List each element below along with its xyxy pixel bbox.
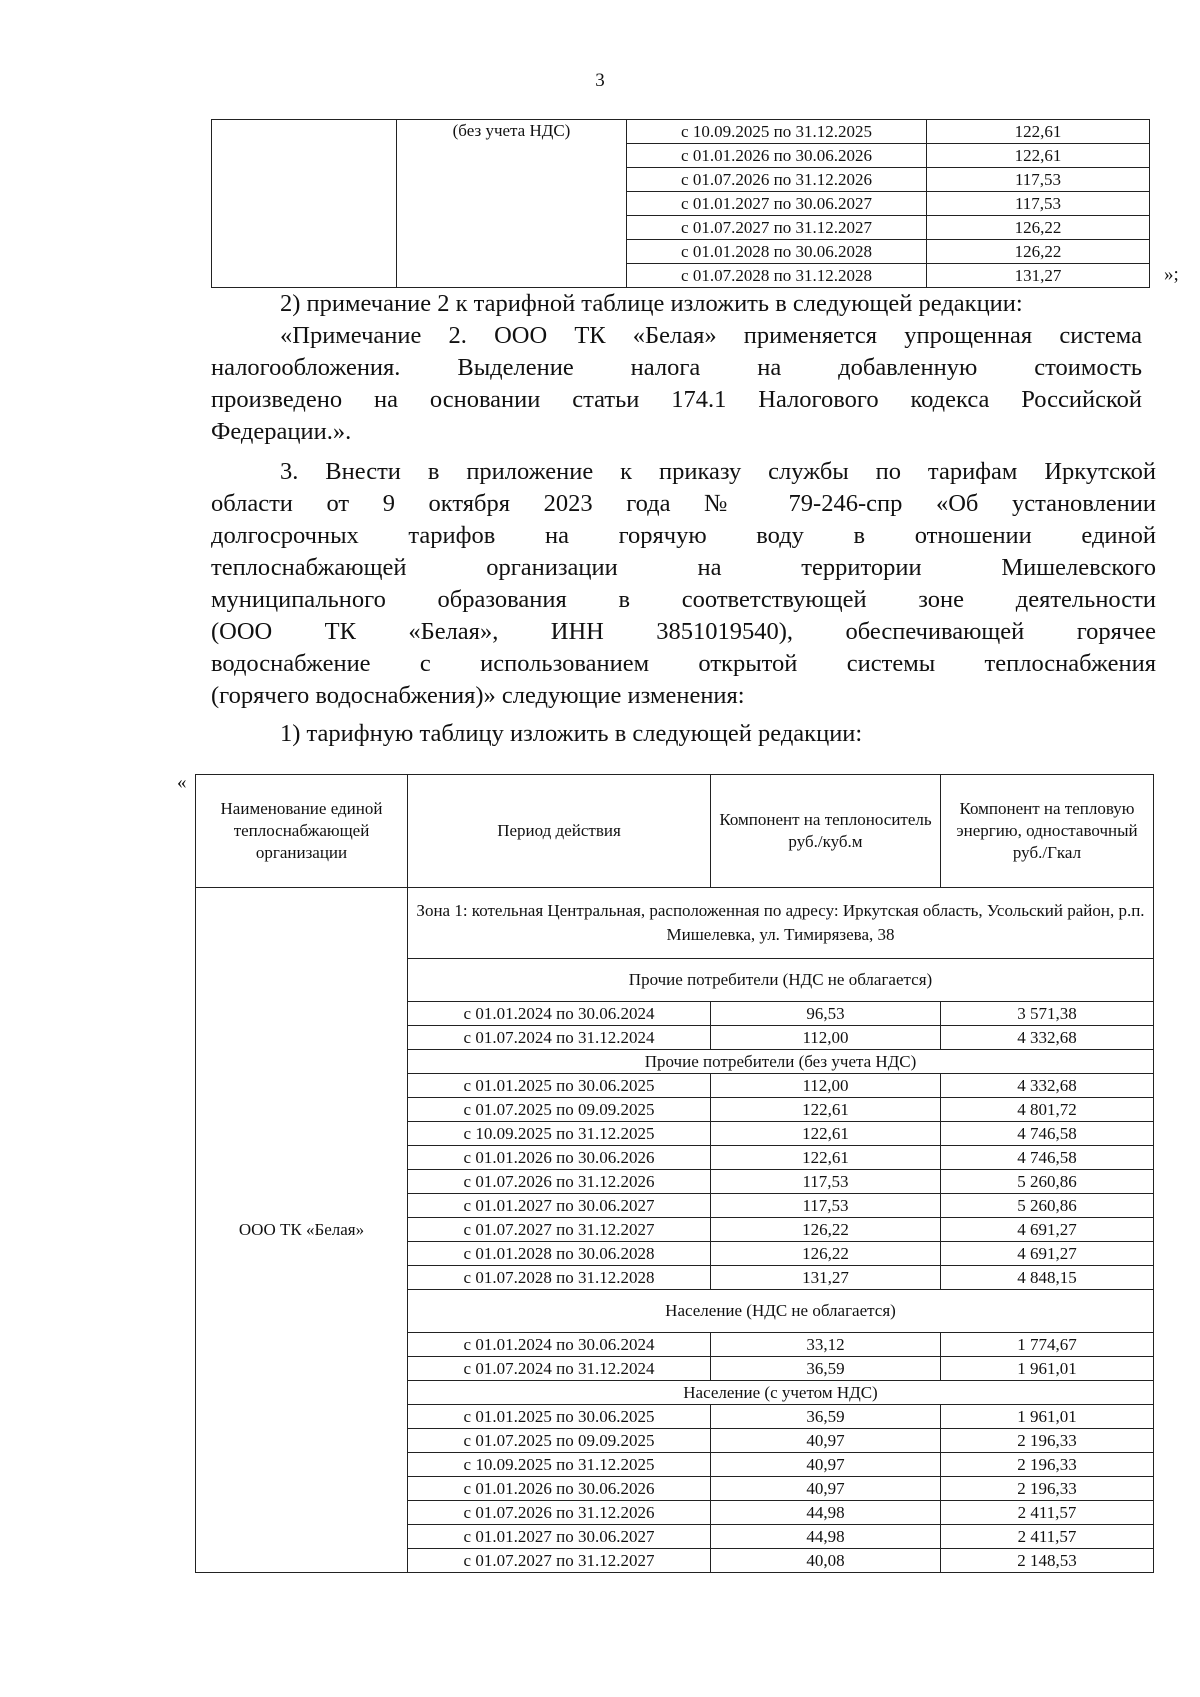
paragraph-item-3-line: муниципального образования в соответствующей зоне деятельности (211, 586, 1156, 613)
energy-cell: 3 571,38 (941, 1002, 1154, 1026)
zone-row (196, 888, 1154, 959)
value-cell: 126,22 (927, 216, 1150, 240)
energy-cell: 2 411,57 (941, 1501, 1154, 1525)
period-cell: с 01.01.2027 по 30.06.2027 (627, 192, 927, 216)
paragraph-item-3-line: 3. Внести в приложение к приказу службы по тарифам Иркутской (280, 458, 1156, 485)
top-tariff-table-continuation (211, 119, 1150, 288)
period-cell: с 01.07.2028 по 31.12.2028 (408, 1266, 711, 1290)
carrier-cell: 126,22 (711, 1242, 941, 1266)
period-cell: с 01.01.2026 по 30.06.2026 (627, 144, 927, 168)
period-cell: с 01.01.2025 по 30.06.2025 (408, 1074, 711, 1098)
carrier-cell: 117,53 (711, 1194, 941, 1218)
energy-cell: 1 961,01 (941, 1405, 1154, 1429)
paragraph-table-intro: 1) тарифную таблицу изложить в следующей редакции: (280, 720, 863, 747)
period-cell: с 01.07.2024 по 31.12.2024 (408, 1026, 711, 1050)
paragraph-item-3-last-line: (горячего водоснабжения)» следующие изменения: (211, 682, 745, 709)
header-org: Наименование единой теплоснабжающей организации (196, 775, 408, 888)
period-cell: с 01.01.2024 по 30.06.2024 (408, 1333, 711, 1357)
carrier-cell: 122,61 (711, 1146, 941, 1170)
paragraph-note-2-intro: 2) примечание 2 к тарифной таблице изложить в следующей редакции: (280, 290, 1023, 317)
value-cell: 122,61 (927, 120, 1150, 144)
energy-cell: 4 691,27 (941, 1242, 1154, 1266)
carrier-cell: 122,61 (711, 1098, 941, 1122)
period-cell: с 10.09.2025 по 31.12.2025 (408, 1122, 711, 1146)
energy-cell: 4 691,27 (941, 1218, 1154, 1242)
carrier-cell: 117,53 (711, 1170, 941, 1194)
org-cell-empty (212, 120, 397, 288)
period-cell: с 01.01.2028 по 30.06.2028 (627, 240, 927, 264)
group-label: (без учета НДС) (397, 120, 627, 288)
period-cell: с 01.07.2026 по 31.12.2026 (408, 1501, 711, 1525)
energy-cell: 4 746,58 (941, 1122, 1154, 1146)
energy-cell: 2 411,57 (941, 1525, 1154, 1549)
org-name-cell: ООО ТК «Белая» (196, 888, 408, 1573)
carrier-cell: 126,22 (711, 1218, 941, 1242)
carrier-cell: 36,59 (711, 1405, 941, 1429)
period-cell: с 01.01.2026 по 30.06.2026 (408, 1146, 711, 1170)
energy-cell: 4 332,68 (941, 1074, 1154, 1098)
period-cell: с 01.07.2027 по 31.12.2027 (408, 1218, 711, 1242)
paragraph-item-3-line: теплоснабжающей организации на территории Мишелевского (211, 554, 1156, 581)
paragraph-note-line: произведено на основании статьи 174.1 Налогового кодекса Российской (211, 386, 1142, 413)
group-label: Население (НДС не облагается) (408, 1290, 1154, 1333)
value-cell: 122,61 (927, 144, 1150, 168)
energy-cell: 2 196,33 (941, 1429, 1154, 1453)
carrier-cell: 40,97 (711, 1453, 941, 1477)
period-cell: с 01.01.2024 по 30.06.2024 (408, 1002, 711, 1026)
tariff-table (195, 774, 1154, 1573)
paragraph-note-line: «Примечание 2. ООО ТК «Белая» применяется упрощенная система (280, 322, 1142, 349)
period-cell: с 01.07.2027 по 31.12.2027 (408, 1549, 711, 1573)
header-energy: Компонент на тепловую энергию, одноставочный руб./Гкал (941, 775, 1154, 888)
carrier-cell: 33,12 (711, 1333, 941, 1357)
carrier-cell: 131,27 (711, 1266, 941, 1290)
carrier-cell: 36,59 (711, 1357, 941, 1381)
period-cell: с 01.07.2028 по 31.12.2028 (627, 264, 927, 288)
value-cell: 126,22 (927, 240, 1150, 264)
carrier-cell: 112,00 (711, 1074, 941, 1098)
energy-cell: 2 196,33 (941, 1453, 1154, 1477)
header-carrier: Компонент на теплоноситель руб./куб.м (711, 775, 941, 888)
carrier-cell: 96,53 (711, 1002, 941, 1026)
page-number: 3 (595, 70, 605, 91)
table-row (212, 120, 1150, 144)
period-cell: с 10.09.2025 по 31.12.2025 (408, 1453, 711, 1477)
period-cell: с 01.07.2025 по 09.09.2025 (408, 1098, 711, 1122)
carrier-cell: 40,97 (711, 1429, 941, 1453)
period-cell: с 01.07.2025 по 09.09.2025 (408, 1429, 711, 1453)
paragraph-item-3-line: долгосрочных тарифов на горячую воду в отношении единой (211, 522, 1156, 549)
table-header-row (196, 775, 1154, 888)
value-cell: 117,53 (927, 192, 1150, 216)
period-cell: с 01.01.2028 по 30.06.2028 (408, 1242, 711, 1266)
energy-cell: 4 332,68 (941, 1026, 1154, 1050)
energy-cell: 5 260,86 (941, 1170, 1154, 1194)
paragraph-item-3-line: (ООО ТК «Белая», ИНН 3851019540), обеспечивающей горячее (211, 618, 1156, 645)
carrier-cell: 112,00 (711, 1026, 941, 1050)
paragraph-item-3-line: водоснабжение с использованием открытой системы теплоснабжения (211, 650, 1156, 677)
carrier-cell: 122,61 (711, 1122, 941, 1146)
period-cell: с 01.01.2025 по 30.06.2025 (408, 1405, 711, 1429)
carrier-cell: 44,98 (711, 1525, 941, 1549)
energy-cell: 2 196,33 (941, 1477, 1154, 1501)
value-cell: 131,27 (927, 264, 1150, 288)
period-cell: с 01.01.2026 по 30.06.2026 (408, 1477, 711, 1501)
period-cell: с 01.07.2026 по 31.12.2026 (627, 168, 927, 192)
group-label: Прочие потребители (без учета НДС) (408, 1050, 1154, 1074)
energy-cell: 5 260,86 (941, 1194, 1154, 1218)
group-label: Население (с учетом НДС) (408, 1381, 1154, 1405)
paragraph-note-last-line: Федерации.». (211, 418, 352, 445)
header-period: Период действия (408, 775, 711, 888)
group-label: Прочие потребители (НДС не облагается) (408, 959, 1154, 1002)
energy-cell: 4 801,72 (941, 1098, 1154, 1122)
period-cell: с 10.09.2025 по 31.12.2025 (627, 120, 927, 144)
energy-cell: 1 774,67 (941, 1333, 1154, 1357)
carrier-cell: 40,08 (711, 1549, 941, 1573)
period-cell: с 01.07.2026 по 31.12.2026 (408, 1170, 711, 1194)
energy-cell: 4 848,15 (941, 1266, 1154, 1290)
period-cell: с 01.01.2027 по 30.06.2027 (408, 1525, 711, 1549)
paragraph-note-line: налогообложения. Выделение налога на добавленную стоимость (211, 354, 1142, 381)
period-cell: с 01.07.2027 по 31.12.2027 (627, 216, 927, 240)
energy-cell: 4 746,58 (941, 1146, 1154, 1170)
paragraph-item-3-line: области от 9 октября 2023 года № 79-246-спр «Об установлении (211, 490, 1156, 517)
closing-quote-mark: »; (1164, 264, 1179, 285)
carrier-cell: 40,97 (711, 1477, 941, 1501)
value-cell: 117,53 (927, 168, 1150, 192)
energy-cell: 1 961,01 (941, 1357, 1154, 1381)
period-cell: с 01.07.2024 по 31.12.2024 (408, 1357, 711, 1381)
opening-quote-mark: « (177, 772, 187, 793)
carrier-cell: 44,98 (711, 1501, 941, 1525)
period-cell: с 01.01.2027 по 30.06.2027 (408, 1194, 711, 1218)
zone-description: Зона 1: котельная Центральная, расположенная по адресу: Иркутская область, Усольский район, р.п. Мишелевка, ул. Тимирязева, 38 (408, 888, 1154, 959)
energy-cell: 2 148,53 (941, 1549, 1154, 1573)
